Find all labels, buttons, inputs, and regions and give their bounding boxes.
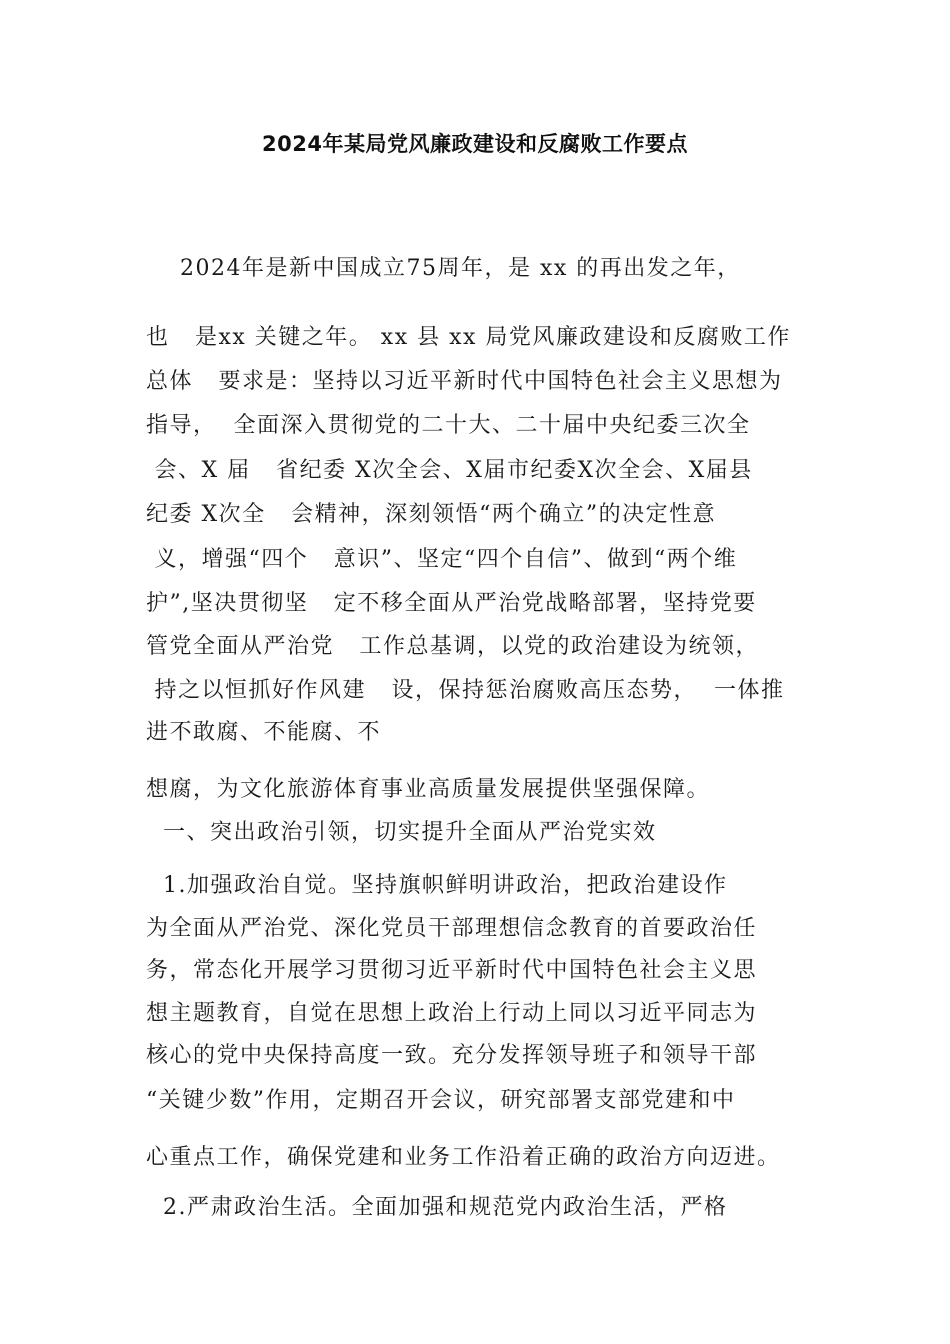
section-heading: 一、突出政治引领，切实提升全面从严治党实效	[146, 820, 657, 845]
paragraph-line: 想主题教育，自觉在思想上政治上行动上同以习近平同志为	[146, 1001, 758, 1026]
paragraph-line: 会、X 届 省纪委 X次全会、X届市纪委X次全会、X届县	[146, 458, 753, 483]
paragraph-line: 义，增强“四个 意识”、坚定“四个自信”、做到“两个维	[146, 547, 738, 572]
paragraph-line: 纪委 X次全 会精神，深刻领悟“两个确立”的决定性意	[146, 502, 717, 527]
document-title: 2024年某局党风廉政建设和反腐败工作要点	[262, 132, 688, 156]
paragraph-line: 2.严肃政治生活。全面加强和规范党内政治生活，严格	[146, 1195, 728, 1220]
paragraph-line: 护”,坚决贯彻坚 定不移全面从严治党战略部署，坚持党要	[146, 591, 757, 616]
paragraph-line: 想腐，为文化旅游体育事业高质量发展提供坚强保障。	[146, 777, 711, 802]
paragraph-line: 进不敢腐、不能腐、不	[146, 720, 382, 745]
paragraph-line: 心重点工作，确保党建和业务工作沿着正确的政治方向迈进。	[146, 1145, 781, 1170]
paragraph-line: 核心的党中央保持高度一致。充分发挥领导班子和领导干部	[146, 1043, 758, 1068]
paragraph-line: 指导， 全面深入贯彻党的二十大、二十届中央纪委三次全	[146, 413, 751, 438]
paragraph-line: 为全面从严治党、深化党员干部理想信念教育的首要政治任	[146, 916, 758, 941]
paragraph-line: 持之以恒抓好作风建 设，保持惩治腐败高压态势， 一体推	[146, 678, 785, 703]
paragraph-line: 也 是xx 关键之年。 xx 县 xx 局党风廉政建设和反腐败工作	[146, 325, 791, 350]
paragraph-line: 管党全面从严治党 工作总基调，以党的政治建设为统领，	[146, 634, 759, 659]
paragraph-line: 2024年是新中国成立75周年，是 xx 的再出发之年，	[146, 256, 741, 281]
paragraph-line: 务，常态化开展学习贯彻习近平新时代中国特色社会主义思	[146, 958, 758, 983]
paragraph-line: 总体 要求是：坚持以习近平新时代中国特色社会主义思想为	[146, 369, 783, 394]
paragraph-line: 1.加强政治自觉。坚持旗帜鲜明讲政治，把政治建设作	[146, 873, 728, 898]
paragraph-line: “关键少数”作用，定期召开会议，研究部署支部党建和中	[146, 1088, 736, 1113]
